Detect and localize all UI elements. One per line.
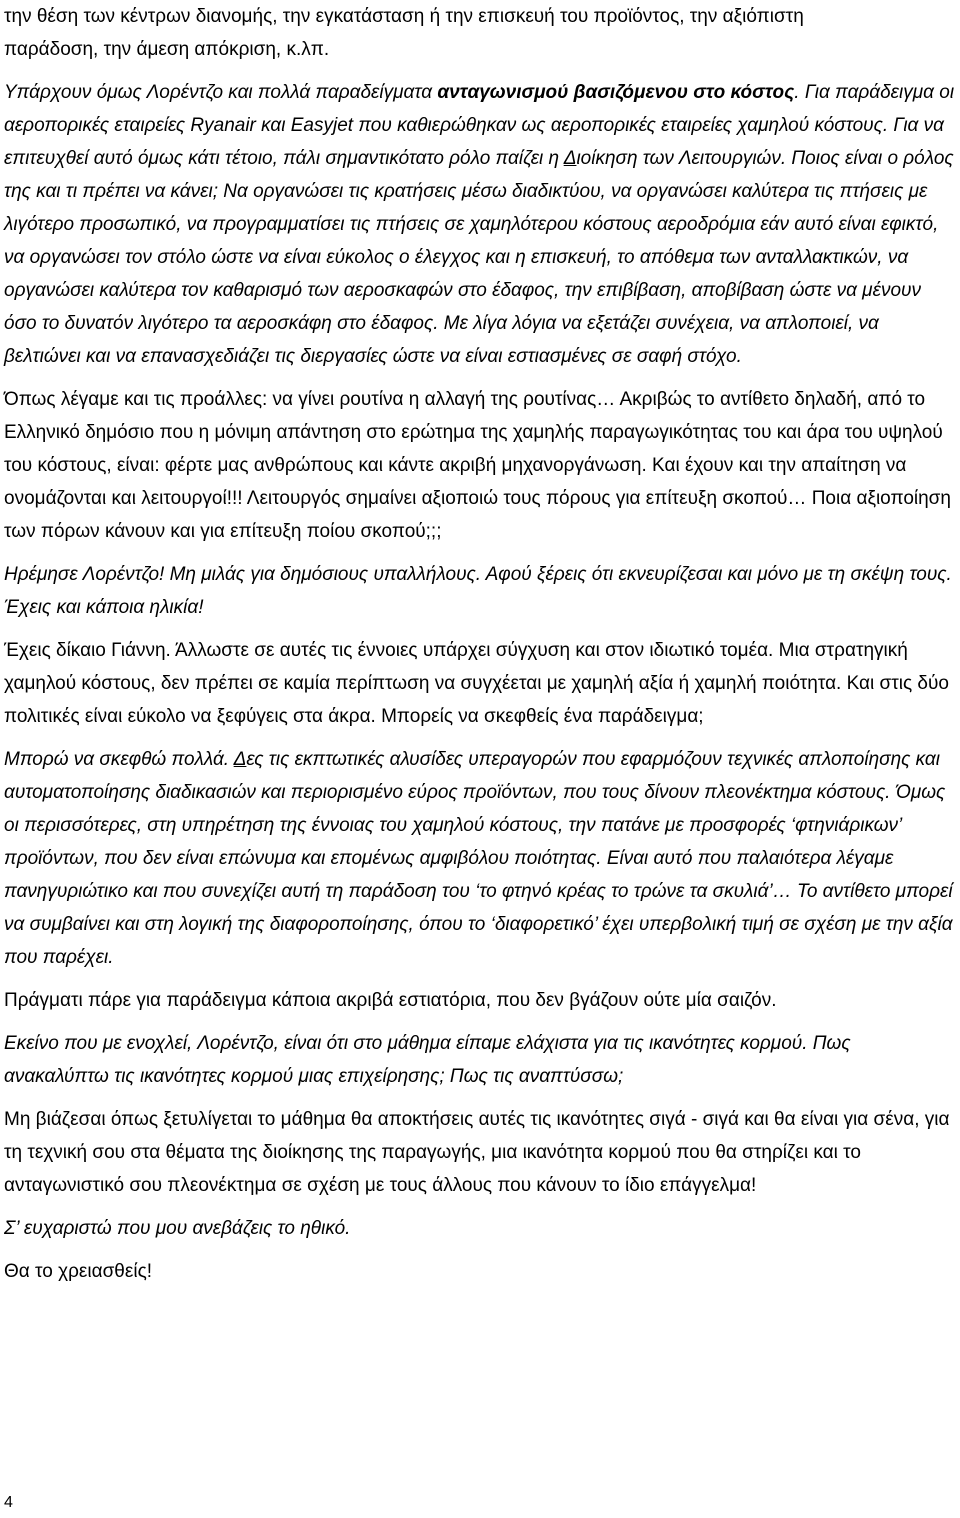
paragraph-closing: Θα το χρειασθείς! [4,1261,153,1282]
paragraph-calm-down: Ηρέμησε Λορέντζο! Μη μιλάς για δημόσιους υπαλλήλους. Αφού ξέρεις ότι εκνευρίζεσαι και μόνο με τη σκέψη τους. Έχεις και κάποια ηλικία! [4,564,952,618]
paragraph-text: ες τις εκπτωτικές αλυσίδες υπεραγορών που εφαρμόζουν τεχνικές απλοποίησης και αυτοματοποίησης διαδικασιών και περιορισμένο εύρος προϊόντων, που τους δίνουν πλεονέκτημα κόστους. Όμως οι περισσότερες, στη υπηρέτηση της έννοιας του χαμηλού κόστους, την πατάνε με προσφορές ‘φτηνιάρικων’ προϊόντων, που δεν είναι επώνυμα και επομένως αμφιβόλου ποιότητας. Είναι αυτό που παλαιότερα λέγαμε πανηγυριώτικο και που συνεχίζει αυτή τη παράδοση του ‘το φτηνό κρέας το τρώνε τα σκυλιά’… Το αντίθετο μπορεί να συμβαίνει και στη λογική της διαφοροποίησης, όπου το ‘διαφορετικό’ έχει υπερβολική τιμή σε σχέση με την αξία που παρέχει. [4,749,953,968]
paragraph-dont-rush: Μη βιάζεσαι όπως ξετυλίγεται το μάθημα θα αποκτήσεις αυτές τις ικανότητες σιγά - σιγά και θα είναι για σένα, για τη τεχνική σου στα θέματα της διοίκησης της παραγωγής, μια ικανότητα κορμού που θα στηρίζει και το ανταγωνιστικό σου πλεονέκτημα σε σχέση με τους άλλους που κάνουν το ίδιο επάγγελμα! [4,1109,950,1196]
paragraph-intro-continuation [4,0,958,66]
paragraph-text: Υπάρχουν όμως Λορέντζο και πολλά παραδείγματα [4,82,438,103]
bold-phrase: ανταγωνισμού βασιζόμενου στο κόστος [437,82,795,103]
paragraph-text: Μπορώ να σκεφθώ πολλά. [4,749,234,770]
paragraph-cost-competition [4,76,958,373]
underlined-letter: Δ [563,148,577,169]
paragraph-line: παράδοση, την άμεση απόκριση, κ.λπ. [4,39,330,60]
paragraph-thanks: Σ’ ευχαριστώ που μου ανεβάζεις το ηθικό. [4,1218,351,1239]
paragraph-text: ιοίκηση των Λειτουργιών. Ποιος είναι ο ρόλος της και τι πρέπει να κάνει; Να οργανώσει τις κρατήσεις μέσω διαδικτύου, να οργανώσει καλύτερα τις πτήσεις με λιγότερο προσωπικό, να προγραμματίσει τις πτήσεις σε χαμηλότερου κόστους αεροδρόμια εάν αυτό είναι εφικτό, να οργανώσει τον στόλο ώστε να είναι εύκολος ο έλεγχος και η επισκευή, το απόθεμα των ανταλλακτικών, να οργανώσει καλύτερα τον καθαρισμό των αεροσκαφών στο έδαφος, την επιβίβαση, αποβίβαση ώστε να μένουν όσο το δυνατόν λιγότερο τα αεροσκάφη στο έδαφος. Με λίγα λόγια να εξετάζει συνέχεια, να απλοποιεί, να βελτιώνει και να επανασχεδιάζει τις διεργασίες ώστε να είναι εστιασμένες σε σαφή στόχο. [4,148,954,367]
paragraph-restaurants: Πράγματι πάρε για παράδειγμα κάποια ακριβά εστιατόρια, που δεν βγάζουν ούτε μία σαιζόν. [4,990,777,1011]
paragraph-routine: Όπως λέγαμε και τις προάλλες: να γίνει ρουτίνα η αλλαγή της ρουτίνας… Ακριβώς το αντίθετο δηλαδή, από το Ελληνικό δημόσιο που η μόνιμη απάντηση στο ερώτημα της χαμηλής παραγωγικότητας του και άρα του υψηλού του κόστους, είναι: φέρτε μας ανθρώπους και κάντε ακριβή μηχανοργάνωση. Και έχουν και την απαίτηση να ονομάζονται και λειτουργοί!!! Λειτουργός σημαίνει αξιοποιώ τους πόρους για επίτευξη σκοπού… Ποια αξιοποίηση των πόρων κάνουν και για επίτευξη ποίου σκοπού;;; [4,389,951,542]
paragraph-line: την θέση των κέντρων διανομής, την εγκατάσταση ή την επισκευή του προϊόντος, την αξιόπιστη [4,6,804,27]
paragraph-confusion: Έχεις δίκαιο Γιάννη. Άλλωστε σε αυτές τις έννοιες υπάρχει σύγχυση και στον ιδιωτικό τομέα. Μια στρατηγική χαμηλού κόστους, δεν πρέπει σε καμία περίπτωση να συγχέεται με χαμηλή αξία ή χαμηλή ποιότητα. Και στις δύο πολιτικές είναι εύκολο να ξεφύγεις στα άκρα. Μπορείς να σκεφθείς ένα παράδειγμα; [4,640,949,727]
underlined-letter: Δ [233,749,247,770]
paragraph-text: . Για παράδειγμα οι αεροπορικές εταιρείες Ryanair και Easyjet που καθιερώθηκαν ως αεροπορικές εταιρείες χαμηλού κόστους. Για να επιτευχθεί αυτό όμως κάτι τέτοιο, πάλι σημαντικότατο ρόλο παίζει η [4,82,955,169]
page-number: 4 [4,1494,13,1511]
paragraph-core-competencies: Εκείνο που με ενοχλεί, Λορέντζο, είναι ότι στο μάθημα είπαμε ελάχιστα για τις ικανότητες κορμού. Πως ανακαλύπτω τις ικανότητες κορμού μιας επιχείρησης; Πως τις αναπτύσσω; [4,1033,851,1087]
paragraph-examples [4,743,958,974]
document-body [4,0,958,1288]
